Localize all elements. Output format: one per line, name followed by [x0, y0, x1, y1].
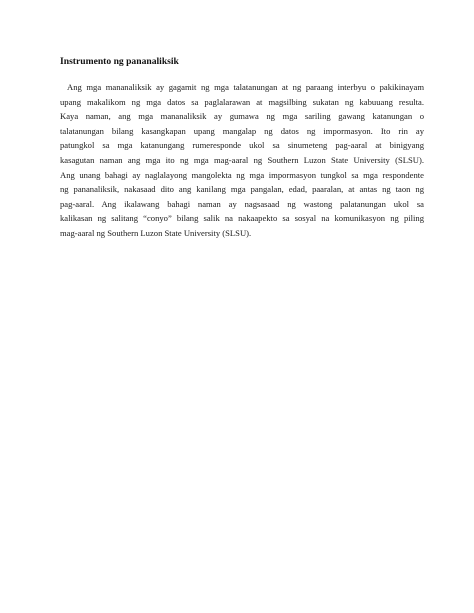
section-heading: Instrumento ng pananaliksik	[60, 56, 179, 67]
paragraph-line: patungkol sa mga katanungang rumeresponde ukol sa sinumeteng pag-aaral at binigyang	[60, 140, 424, 151]
paragraph-line: Ang unang bahagi ay naglalayong mangolekta ng mga impormasyon tungkol sa mga respondente	[60, 169, 424, 180]
paragraph-line: talatanungan bilang kasangkapan upang mangalap ng datos ng impormasyon. Ito rin ay	[60, 125, 424, 136]
paragraph-line: kasagutan naman ang mga ito ng mga mag-aaral ng Southern Luzon State University (SLSU).	[60, 154, 424, 165]
paragraph-line: upang makalikom ng mga datos sa paglalarawan at magsilbing sukatan ng kabuuang resulta.	[60, 96, 424, 107]
paragraph-line: pag-aaral. Ang ikalawang bahagi naman ay nagsasaad ng wastong palatanungan ukol sa	[60, 198, 424, 209]
paragraph-line: kalikasan ng salitang “conyo” bilang salik na nakaapekto sa sosyal na komunikasyon ng piling	[60, 213, 424, 224]
paragraph-line: Ang mga mananaliksik ay gagamit ng mga talatanungan at ng paraang interbyu o pakikinayam	[67, 82, 424, 92]
paragraph-line: Kaya naman, ang mga mananaliksik ay gumawa ng mga sariling gawang katanungan o	[60, 111, 424, 122]
paragraph-line: mag-aaral ng Southern Luzon State University (SLSU).	[60, 227, 252, 238]
body-paragraph	[60, 80, 424, 241]
paragraph-line: ng pananaliksik, nakasaad dito ang kanilang mga pangalan, edad, paaralan, at antas ng taon ng	[60, 184, 424, 195]
